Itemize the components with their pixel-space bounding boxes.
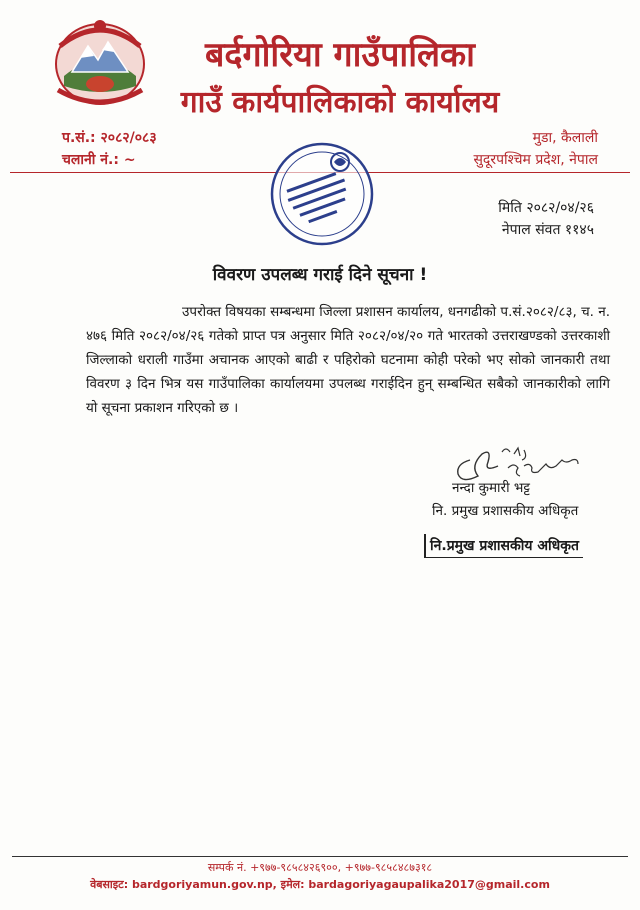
address-line-2: सुदूरपश्चिम प्रदेश, नेपाल	[473, 152, 598, 168]
municipality-title: बर्दगोरिया गाउँपालिका	[205, 35, 475, 75]
nepal-sambat-year: नेपाल संवत ११४५	[501, 222, 594, 238]
notice-date: मिति २०८२/०४/२६	[498, 200, 594, 216]
designation-seal: नि.प्रमुख प्रशासकीय अधिकृत	[424, 534, 583, 558]
signer-title: नि. प्रमुख प्रशासकीय अधिकृत	[432, 503, 579, 519]
notice-body-text: उपरोक्त विषयका सम्बन्धमा जिल्ला प्रशासन कार्यालय, धनगढीको प.सं.२०८२/८३, च. न. ४७६ मिति २०८२/०४/२६ गतेको प्राप्त पत्र अनुसार मिति २०८२/०४/२० गते भारतको उत्तराखण्डको उत्तरकाशी जिल्लाको धराली गाउँमा अचानक आएको बाढी र पहिरोको घटनामा कोही परेको भए सोको जानकारी तथा विवरण ३ दिन भित्र यस गाउँपालिका कार्यालयमा उपलब्ध गराईदिन हुन् सम्बन्धित सबैको जानकारीको लागि यो सूचना प्रकाशन गरिएको छ ।	[86, 304, 611, 416]
dispatch-number: चलानी नं.: ~	[62, 152, 136, 168]
office-title: गाउँ कार्यपालिकाको कार्यालय	[180, 85, 500, 120]
notice-title: विवरण उपलब्ध गराई दिने सूचना !	[212, 265, 428, 285]
address-line-1: मुडा, कैलाली	[532, 130, 598, 146]
signer-name: नन्दा कुमारी भट्ट	[452, 480, 530, 496]
office-stamp-icon	[268, 140, 376, 248]
reference-number: प.सं.: २०८२/०८३	[62, 130, 157, 146]
footer-divider	[12, 856, 628, 857]
footer-web-email: वेबसाइट: bardgoriyamun.gov.np, इमेल: bardagoriyagaupalika2017@gmail.com	[90, 878, 550, 891]
footer-contact: सम्पर्क नं. +९७७-९८५८४२६९००, +९७७-९८५८४८७३१८	[207, 861, 433, 874]
notice-body	[86, 300, 610, 420]
